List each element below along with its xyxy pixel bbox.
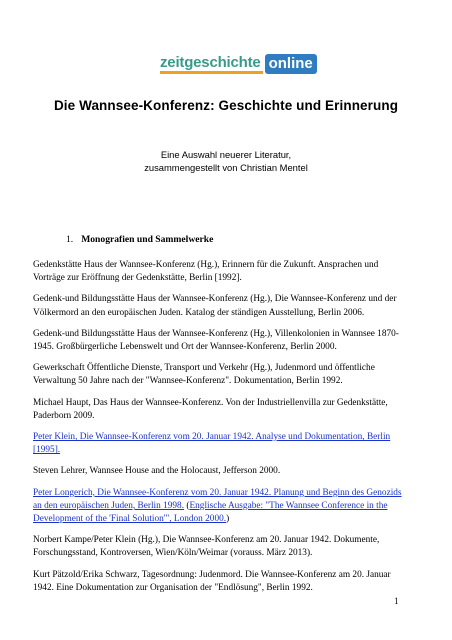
bibliography-entry: Gedenk-und Bildungsstätte Haus der Wannsee-Konferenz (Hg.), Die Wannsee-Konferenz und der Völkermord an den europäischen Juden. Katalog der ständigen Ausstellung, Berlin 2006. xyxy=(33,294,397,318)
section-number: 1. xyxy=(66,234,74,245)
bibliography-entry: Norbert Kampe/Peter Klein (Hg.), Die Wannsee-Konferenz am 20. Januar 1942. Dokumente, Forschungsstand, Kontroversen, Wien/Köln/Weimar (vorauss. März 2013). xyxy=(33,535,380,559)
document-subtitle xyxy=(0,148,452,174)
paren-close: ) xyxy=(226,514,230,525)
section-heading xyxy=(66,234,213,245)
bibliography-list xyxy=(33,259,405,603)
bibliography-entry: Michael Haupt, Das Haus der Wannsee-Konferenz. Von der Industriellenvilla zur Gedenkstätte, Paderborn 2009. xyxy=(33,397,388,421)
bibliography-entry: Steven Lehrer, Wannsee House and the Holocaust, Jefferson 2000. xyxy=(33,466,281,477)
zeitgeschichte-online-logo[interactable] xyxy=(160,52,317,76)
bibliography-entry: Kurt Pätzold/Erika Schwarz, Tagesordnung: Judenmord. Die Wannsee-Konferenz am 20. Januar 1942. Eine Dokumentation zur Organisation der "Endlösung", Berlin 1992. xyxy=(33,569,391,593)
bibliography-entry: Gedenkstätte Haus der Wannsee-Konferenz (Hg.), Erinnern für die Zukunft. Ansprachen und Vorträge zur Eröffnung der Gedenkstätte, Berlin [1992]. xyxy=(33,260,379,284)
logo-text-right: online xyxy=(265,54,317,74)
bibliography-entry: Gewerkschaft Öffentliche Dienste, Transport und Verkehr (Hg.), Judenmord und öffentliche Verwaltung 50 Jahre nach der "Wannsee-Konferenz". Dokumentation, Berlin 1992. xyxy=(33,363,375,387)
logo-text-left: zeitgeschichte xyxy=(160,54,263,74)
bibliography-entry-longerich xyxy=(33,487,405,527)
section-title: Monografien und Sammelwerke xyxy=(81,234,214,245)
bibliography-entry-klein xyxy=(33,431,405,457)
paren-open: ( xyxy=(184,500,190,511)
subtitle-line-1: Eine Auswahl neuerer Literatur, xyxy=(160,149,292,160)
klein-link[interactable]: Peter Klein, Die Wannsee-Konferenz vom 20. Januar 1942. Analyse und Dokumentation, Berlin [1995]. xyxy=(33,432,391,456)
page-number: 1 xyxy=(394,596,399,606)
longerich-english-link[interactable]: Englische Ausgabe: "The Wannsee Conference in the Development of the 'Final Solution'", London 2000. xyxy=(33,500,388,525)
bibliography-entry: Gedenk-und Bildungsstätte Haus der Wannsee-Konferenz (Hg.), Villenkolonien in Wannsee 1870-1945. Großbürgerliche Lebenswelt und Ort der Wannsee-Konferenz, Berlin 2000. xyxy=(33,328,399,353)
longerich-link[interactable]: Peter Longerich, Die Wannsee-Konferenz vom 20. Januar 1942. Planung und Beginn des Genozids an den europäischen Juden, Berlin 1998. xyxy=(33,487,402,511)
document-title: Die Wannsee-Konferenz: Geschichte und Erinnerung xyxy=(53,98,399,113)
subtitle-line-2: zusammengestellt von Christian Mentel xyxy=(144,162,308,173)
